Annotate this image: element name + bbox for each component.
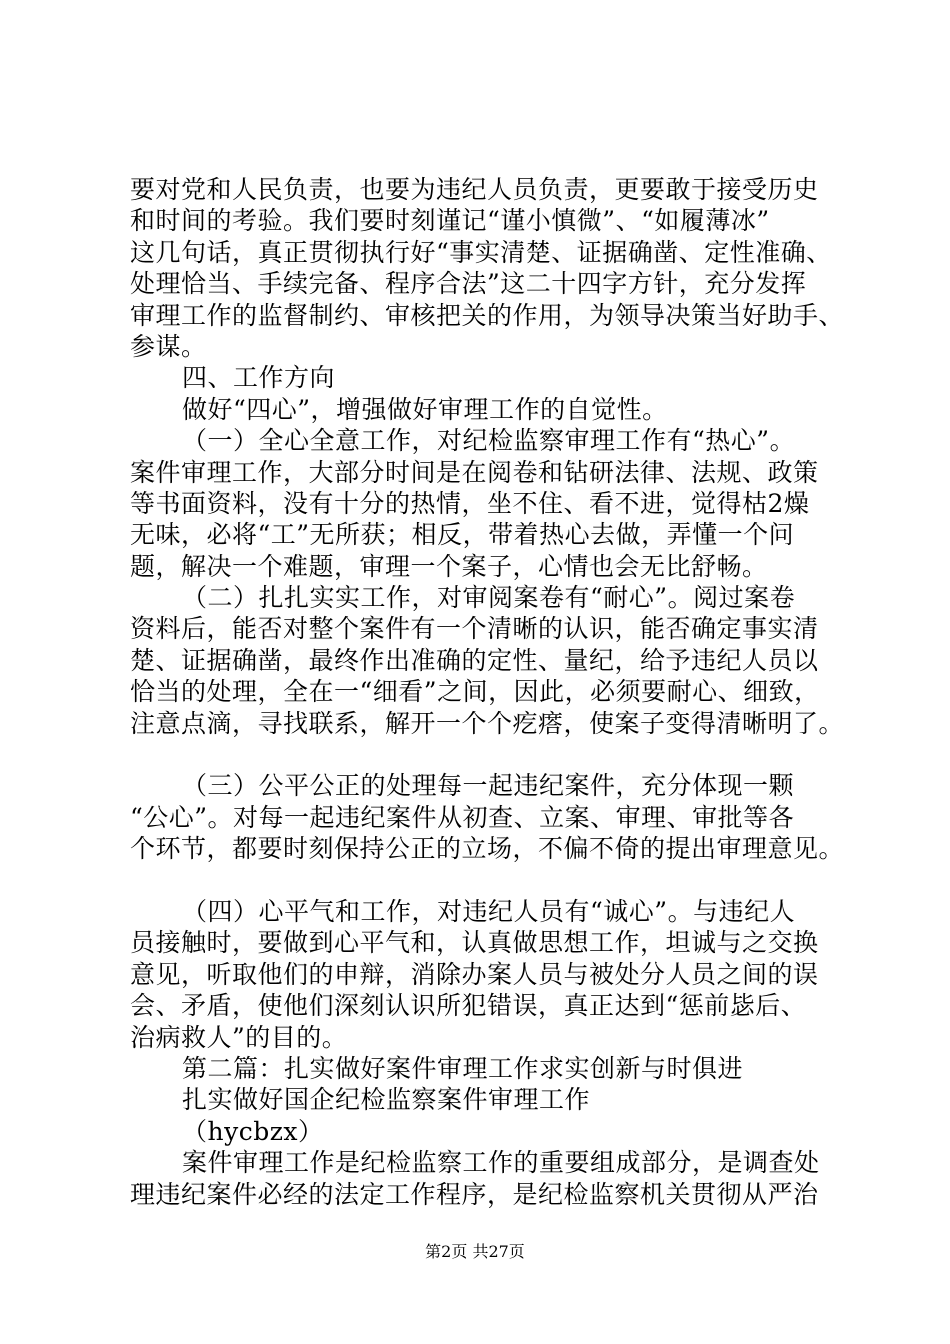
text-line: 等书面资料，没有十分的热情，坐不住、看不进，觉得枯2燥 (130, 488, 810, 518)
text-line: 要对党和人民负责，也要为违纪人员负责，更要敢于接受历史 (130, 175, 819, 204)
text-line: 做好“四心”，增强做好审理工作的自觉性。 (182, 394, 668, 424)
page-footer: 第2页 共27页 (425, 1242, 525, 1261)
blank-line (130, 865, 860, 896)
document-body (130, 174, 860, 1210)
text-line: 审理工作的监督制约、审核把关的作用，为领导决策当好助手、 (130, 300, 845, 330)
text-line: 资料后，能否对整个案件有一个清晰的认识，能否确定事实清 (130, 614, 819, 644)
text-line: 意见，听取他们的申辩，消除办案人员与被处分人员之间的误 (130, 959, 819, 989)
text-line: （hycbzx） (182, 1116, 324, 1146)
text-line: 无味，必将“工”无所获；相反，带着热心去做，弄懂一个问 (130, 520, 795, 550)
blank-line (130, 739, 860, 770)
text-line: 第二篇：扎实做好案件审理工作求实创新与时俱进 (182, 1053, 744, 1083)
text-line: （三）公平公正的处理每一起违纪案件，充分体现一颗 (182, 771, 795, 801)
text-line: 治病救人”的目的。 (130, 1022, 348, 1052)
text-line: 案件审理工作是纪检监察工作的重要组成部分，是调查处 (182, 1148, 820, 1178)
text-line: 楚、证据确凿，最终作出准确的定性、量纪，给予违纪人员以 (130, 645, 819, 675)
text-line: 会、矛盾，使他们深刻认识所犯错误，真正达到“惩前毖后、 (130, 991, 807, 1021)
text-line: 理违纪案件必经的法定工作程序，是纪检监察机关贯彻从严治 (130, 1179, 819, 1209)
text-line: 员接触时，要做到心平气和，认真做思想工作，坦诚与之交换 (130, 928, 819, 958)
text-line: 扎实做好国企纪检监察案件审理工作 (182, 1085, 591, 1115)
text-line: 处理恰当、手续完备、程序合法”这二十四字方针，充分发挥 (130, 269, 807, 299)
text-line: 题，解决一个难题，审理一个案子，心情也会无比舒畅。 (130, 551, 768, 581)
text-line: 四、工作方向 (182, 363, 336, 393)
text-line: 参谋。 (130, 331, 207, 361)
text-line: 个环节，都要时刻保持公正的立场，不偏不倚的提出审理意见。 (130, 834, 845, 864)
text-line: “公心”。对每一起违纪案件从初查、立案、审理、审批等各 (130, 802, 795, 832)
text-line: 案件审理工作，大部分时间是在阅卷和钻研法律、法规、政策 (130, 457, 819, 487)
text-line: （一）全心全意工作，对纪检监察审理工作有“热心”。 (182, 426, 796, 456)
text-line: 和时间的考验。我们要时刻谨记“谨小慎微”、“如履薄冰” (130, 206, 770, 236)
text-line: （二）扎扎实实工作，对审阅案卷有“耐心”。阅过案卷 (182, 583, 796, 613)
text-line: 这几句话，真正贯彻执行好“事实清楚、证据确凿、定性准确、 (130, 237, 832, 267)
text-line: 恰当的处理，全在一“细看”之间，因此，必须要耐心、细致， (130, 677, 820, 707)
text-line: 注意点滴，寻找联系，解开一个个疙瘩，使案子变得清晰明了。 (130, 708, 845, 738)
text-line: （四）心平气和工作，对违纪人员有“诚心”。与违纪人 (182, 896, 796, 926)
